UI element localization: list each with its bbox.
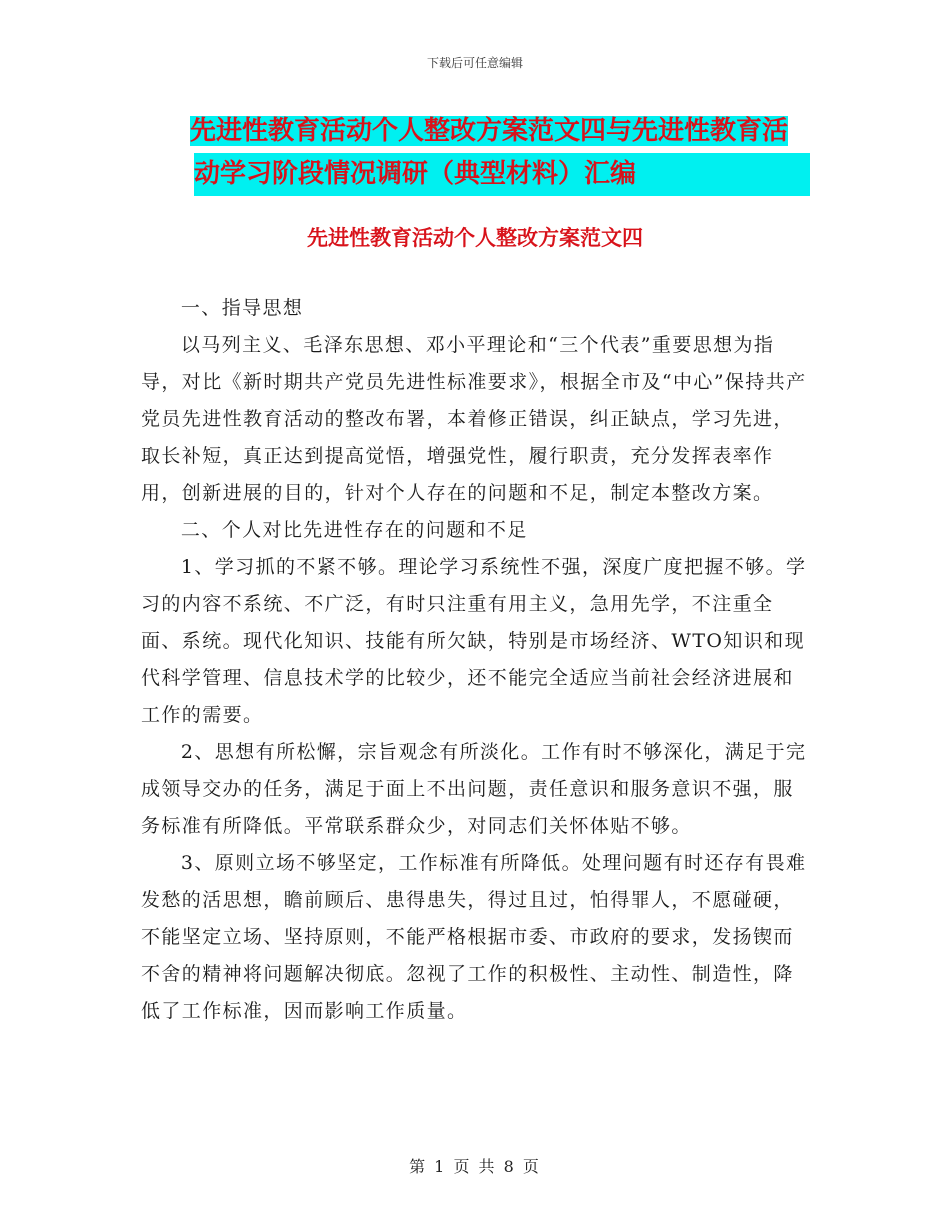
paragraph-guiding-ideology: 以马列主义、毛泽东思想、邓小平理论和“三个代表”重要思想为指导，对比《新时期共产党员先进性标准要求》，根据全市及“中心”保持共产党员先进性教育活动的整改布署，本着修正错误，纠正缺点，学习先进，取长补短，真正达到提高觉悟，增强党性，履行职责，充分发挥表率作用，创新进展的目的，针对个人存在的问题和不足，制定本整改方案。 — [141, 334, 807, 504]
document-title-line-2: 动学习阶段情况调研（典型材料）汇编 — [194, 153, 810, 196]
paragraph-problem-3: 3、原则立场不够坚定，工作标准有所降低。处理问题有时还存有畏难发愁的活思想，瞻前顾后、患得患失，得过且过，怕得罪人，不愿碰硬，不能坚定立场、坚持原则，不能严格根据市委、市政府的要求，发扬锲而不舍的精神将问题解决彻底。忽视了工作的积极性、主动性、制造性，降低了工作标准，因而影响工作质量。 — [141, 852, 807, 1022]
heading-problems: 二、个人对比先进性存在的问题和不足 — [180, 519, 528, 541]
document-body — [141, 290, 811, 1030]
document-title — [190, 110, 810, 196]
page-footer: 第 1 页 共 8 页 — [409, 1157, 541, 1176]
header-note: 下载后可任意编辑 — [426, 56, 523, 70]
document-title-line-1: 先进性教育活动个人整改方案范文四与先进性教育活 — [190, 116, 789, 146]
heading-guiding-ideology: 一、指导思想 — [180, 297, 304, 319]
paragraph-problem-2: 2、思想有所松懈，宗旨观念有所淡化。工作有时不够深化，满足于完成领导交办的任务，满足于面上不出问题，责任意识和服务意识不强，服务标准有所降低。平常联系群众少，对同志们关怀体贴不够。 — [141, 741, 807, 837]
section-title: 先进性教育活动个人整改方案范文四 — [307, 225, 643, 250]
paragraph-problem-1: 1、学习抓的不紧不够。理论学习系统性不强，深度广度把握不够。学习的内容不系统、不广泛，有时只注重有用主义，急用先学，不注重全面、系统。现代化知识、技能有所欠缺，特别是市场经济、WTO知识和现代科学管理、信息技术学的比较少，还不能完全适应当前社会经济进展和工作的需要。 — [141, 556, 807, 726]
